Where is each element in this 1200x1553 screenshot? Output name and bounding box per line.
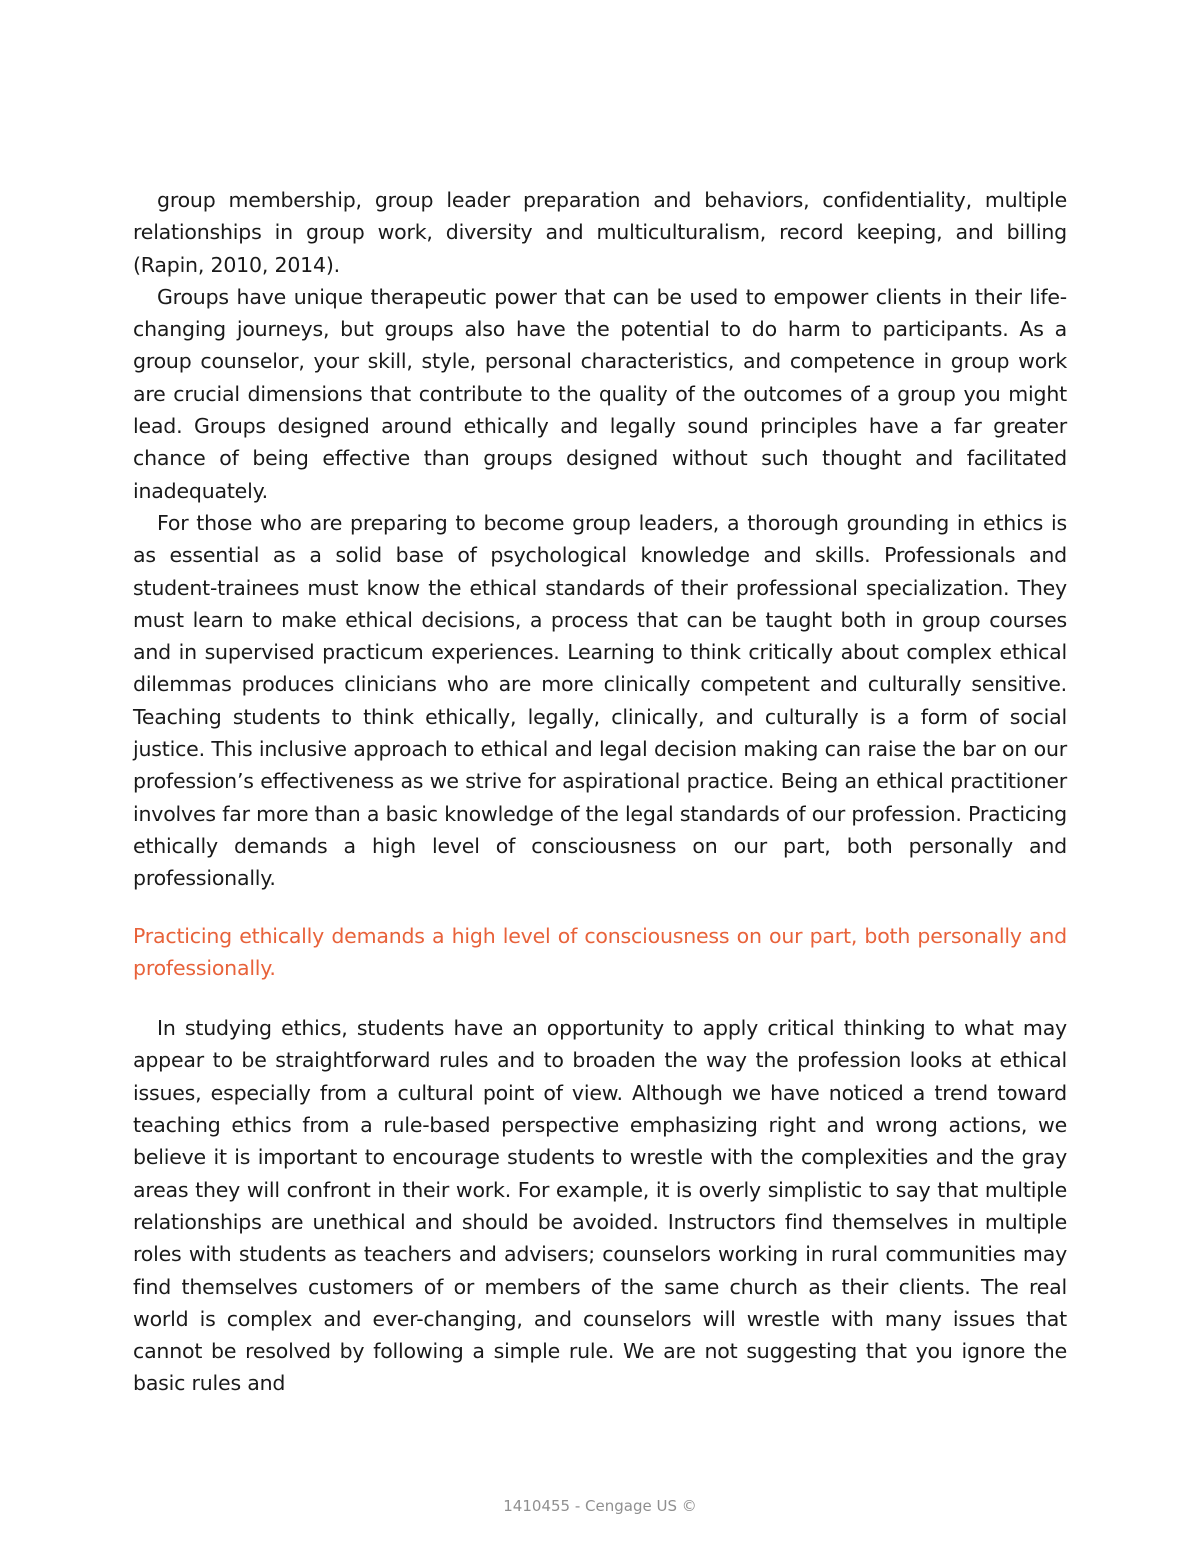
paragraph-1: group membership, group leader preparation and behaviors, confidentiality, multiple relationships in group work, diversity and multiculturalism, record keeping, and billing (Rapin, 2010, 2014). — [133, 188, 1067, 277]
paragraph-2: Groups have unique therapeutic power that can be used to empower clients in their life-changing journeys, but groups also have the potential to do harm to participants. As a group counselor, your skill, style, personal characteristics, and competence in group work are crucial dimensions that contribute to the quality of the outcomes of a group you might lead. Groups designed around ethically and legally sound principles have a far greater chance of being effective than groups designed without such thought and facilitated inadequately. — [133, 284, 1067, 503]
pull-quote: Practicing ethically demands a high level of consciousness on our part, both personally and professionally. — [133, 923, 1067, 980]
paragraph-4: In studying ethics, students have an opportunity to apply critical thinking to what may appear to be straightforward rules and to broaden the way the profession looks at ethical issues, especially from a cultural point of view. Although we have noticed a trend toward teaching ethics from a rule-based perspective emphasizing right and wrong actions, we believe it is important to encourage students to wrestle with the complexities and the gray areas they will confront in their work. For example, it is overly simplistic to say that multiple relationships are unethical and should be avoided. Instructors find themselves in multiple roles with students as teachers and advisers; counselors working in rural communities may find themselves customers of or members of the same church as their clients. The real world is complex and ever-changing, and counselors will wrestle with many issues that cannot be resolved by following a simple rule. We are not suggesting that you ignore the basic rules and — [133, 1016, 1067, 1396]
page-footer: 1410455 - Cengage US © — [503, 1497, 697, 1515]
paragraph-3: For those who are preparing to become group leaders, a thorough grounding in ethics is as essential as a solid base of psychological knowledge and skills. Professionals and student-trainees must know the ethical standards of their professional specialization. They must learn to make ethical decisions, a process that can be taught both in group courses and in supervised practicum experiences. Learning to think critically about complex ethical dilemmas produces clinicians who are more clinically competent and culturally sensitive. Teaching students to think ethically, legally, clinically, and culturally is a form of social justice. This inclusive approach to ethical and legal decision making can raise the bar on our profession’s effectiveness as we strive for aspirational practice. Being an ethical practitioner involves far more than a basic knowledge of the legal standards of our profession. Practicing ethically demands a high level of consciousness on our part, both personally and professionally. — [133, 510, 1067, 891]
page-content — [133, 184, 1067, 1400]
